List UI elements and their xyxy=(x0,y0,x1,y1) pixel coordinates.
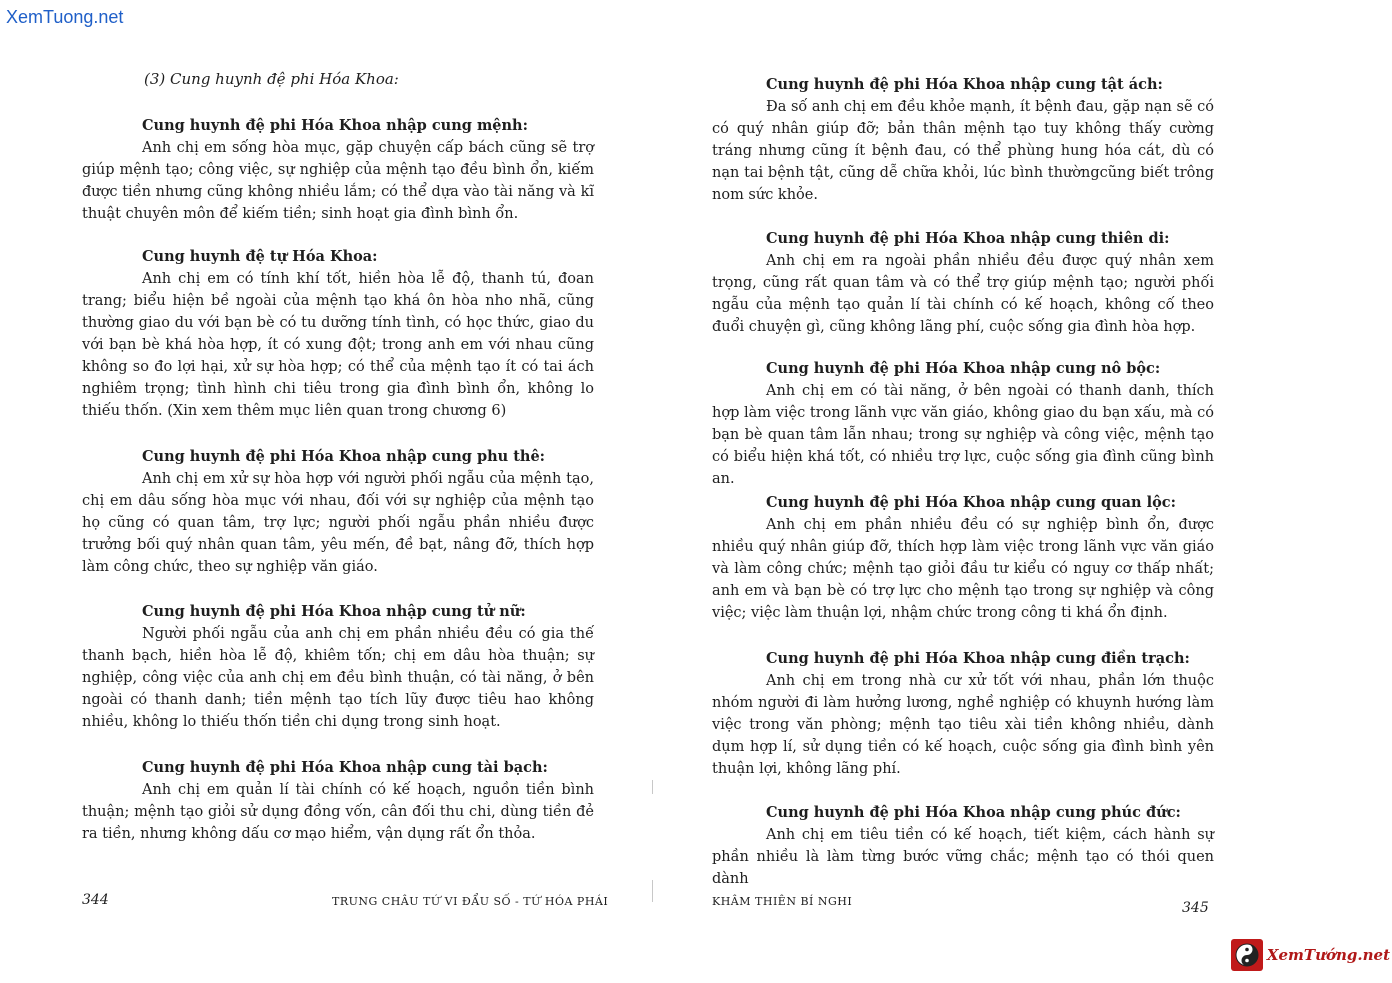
right-page xyxy=(712,0,1214,983)
section-title: (3) Cung huynh đệ phi Hóa Khoa: xyxy=(144,70,399,88)
section-heading: Cung huynh đệ phi Hóa Khoa nhập cung phu thê: xyxy=(142,448,546,465)
section-text: Anh chị em phần nhiều đều có sự nghiệp bình ổn, được nhiều quý nhân giúp đỡ, thích hợp làm việc trong lãnh vực văn giáo và làm công chức; mệnh tạo giỏi đầu tư kiểu có nguy cơ thấp nhất; anh em và bạn bè có trợ lực cho mệnh tạo trong sự nghiệp và công việc; việc làm thuận lợi, nhậm chức trong công ti khá ổn định. xyxy=(712,517,1214,621)
site-watermark[interactable]: XemTuong.net xyxy=(6,7,124,27)
section-heading: Cung huynh đệ phi Hóa Khoa nhập cung nô bộc: xyxy=(766,360,1161,377)
section-text: Anh chị em xử sự hòa hợp với người phối ngẫu của mệnh tạo, chị em dâu sống hòa mục với nhau, đối với sự nghiệp của mệnh tạo họ cũng có quan tâm, trợ lực; người phối ngẫu phần nhiều được trưởng bối quý nhân quan tâm, yêu mến, đề bạt, nâng đỡ, thích hợp làm công chức, theo sự nghiệp văn giáo. xyxy=(82,471,594,575)
section-text: Đa số anh chị em đều khỏe mạnh, ít bệnh đau, gặp nạn sẽ có có quý nhân giúp đỡ; bản thân mệnh tạo tuy không thấy cường tráng nhưng cũng ít bệnh đau, có thể phùng hung hóa cát, dù có nạn tai bệnh tật, cũng dễ chữa khỏi, lúc bình thườngcũng biết trông nom sức khỏe. xyxy=(712,99,1214,203)
section-tu-nu xyxy=(82,601,594,733)
yin-yang-icon xyxy=(1231,939,1263,971)
section-heading: Cung huynh đệ phi Hóa Khoa nhập cung điền trạch: xyxy=(766,650,1190,667)
section-thien-di xyxy=(712,228,1214,338)
running-footer: KHÂM THIÊN BÍ NGHI xyxy=(712,895,853,908)
section-text: Người phối ngẫu của anh chị em phần nhiều đều có gia thế thanh bạch, hiền hòa lễ độ, khiêm tốn; chị em dâu hòa thuận; sự nghiệp, công việc của anh chị em đều bình thuận, có tài năng, ở bên ngoài có thanh danh; tiền mệnh tạo tích lũy được tiêu hao không nhiều, không lo thiếu thốn tiền chi dụng trong sinh hoạt. xyxy=(82,626,594,730)
page-gutter-mark xyxy=(652,780,653,794)
section-tai-bach xyxy=(82,757,594,845)
section-text: Anh chị em ra ngoài phần nhiều đều được quý nhân xem trọng, cũng rất quan tâm và có thể trợ giúp mệnh tạo; người phối ngẫu của mệnh tạo quản lí tài chính có kế hoạch, không cố theo đuổi chuyện gì, cũng không lãng phí, cuộc sống gia đình hòa hợp. xyxy=(712,253,1214,335)
section-menh xyxy=(82,115,594,225)
section-heading: Cung huynh đệ phi Hóa Khoa nhập cung thiên di: xyxy=(766,230,1170,247)
section-quan-loc xyxy=(712,492,1214,624)
section-heading: Cung huynh đệ phi Hóa Khoa nhập cung tật ách: xyxy=(766,76,1163,93)
section-heading: Cung huynh đệ phi Hóa Khoa nhập cung phúc đức: xyxy=(766,804,1181,821)
section-no-boc xyxy=(712,358,1214,490)
section-phu-the xyxy=(82,446,594,578)
section-heading: Cung huynh đệ phi Hóa Khoa nhập cung tài bạch: xyxy=(142,759,548,776)
section-tu-hoa-khoa xyxy=(82,246,594,422)
section-text: Anh chị em trong nhà cư xử tốt với nhau, phần lớn thuộc nhóm người đi làm hưởng lương, nghề nghiệp có khuynh hướng làm việc trong văn phòng; mệnh tạo tiêu xài tiền không nhiều, dành dụm hợp lí, sử dụng tiền có kế hoạch, cuộc sống gia đình bình yên thuận lợi, không lãng phí. xyxy=(712,673,1214,777)
site-logo[interactable] xyxy=(1231,935,1390,975)
page-number: 344 xyxy=(82,892,109,908)
logo-text: XemTướng.net xyxy=(1266,946,1390,964)
left-page xyxy=(82,0,609,983)
section-heading: Cung huynh đệ phi Hóa Khoa nhập cung quan lộc: xyxy=(766,494,1176,511)
running-footer: TRUNG CHÂU TỨ VI ĐẨU SỐ - TỨ HÓA PHÁI xyxy=(332,895,609,908)
section-tat-ach xyxy=(712,74,1214,206)
page-gutter-line xyxy=(652,880,653,902)
section-heading: Cung huynh đệ phi Hóa Khoa nhập cung tử nữ: xyxy=(142,603,526,620)
section-heading: Cung huynh đệ tự Hóa Khoa: xyxy=(142,248,378,265)
section-text: Anh chị em có tính khí tốt, hiền hòa lễ độ, thanh tú, đoan trang; biểu hiện bề ngoài của mệnh tạo khá ôn hòa nho nhã, cũng thường giao du với bạn bè có tu dưỡng tính tình, có học thức, giao du với bạn bè khá hòa hợp, ít có xung đột; trong anh em với nhau cũng không so đo lợi hại, xử sự hòa hợp; có thể của mệnh tạo ít có tai ách nghiêm trọng; tình hình chi tiêu trong gia đình bình ổn, không lo thiếu thốn. (Xin xem thêm mục liên quan trong chương 6) xyxy=(82,271,594,419)
section-dien-trach xyxy=(712,648,1214,780)
section-heading: Cung huynh đệ phi Hóa Khoa nhập cung mệnh: xyxy=(142,117,528,134)
section-text: Anh chị em sống hòa mục, gặp chuyện cấp bách cũng sẽ trợ giúp mệnh tạo; công việc, sự nghiệp của mệnh tạo đều bình ổn, kiếm được tiền nhưng cũng không nhiều lắm; có thể dựa vào tài năng và kĩ thuật chuyên môn để kiếm tiền; sinh hoạt gia đình bình ổn. xyxy=(82,140,594,222)
section-text: Anh chị em có tài năng, ở bên ngoài có thanh danh, thích hợp làm việc trong lãnh vực văn giáo, không giao du bạn xấu, mà có bạn bè quan tâm lẫn nhau; trong sự nghiệp và công việc, mệnh tạo có biểu hiện khá tốt, có nhiều trợ lực, cuộc sống gia đình cũng bình an. xyxy=(712,383,1214,487)
section-text: Anh chị em tiêu tiền có kế hoạch, tiết kiệm, cách hành sự phần nhiều là làm từng bước vững chắc; mệnh tạo có thói quen dành xyxy=(712,827,1214,887)
section-phuc-duc xyxy=(712,802,1214,890)
section-text: Anh chị em quản lí tài chính có kế hoạch, nguồn tiền bình thuận; mệnh tạo giỏi sử dụng đồng vốn, cân đối thu chi, dùng tiền đẻ ra tiền, nhưng không dấu cơ mạo hiểm, vận dụng rất ổn thỏa. xyxy=(82,782,594,842)
page-number: 345 xyxy=(1182,900,1209,916)
